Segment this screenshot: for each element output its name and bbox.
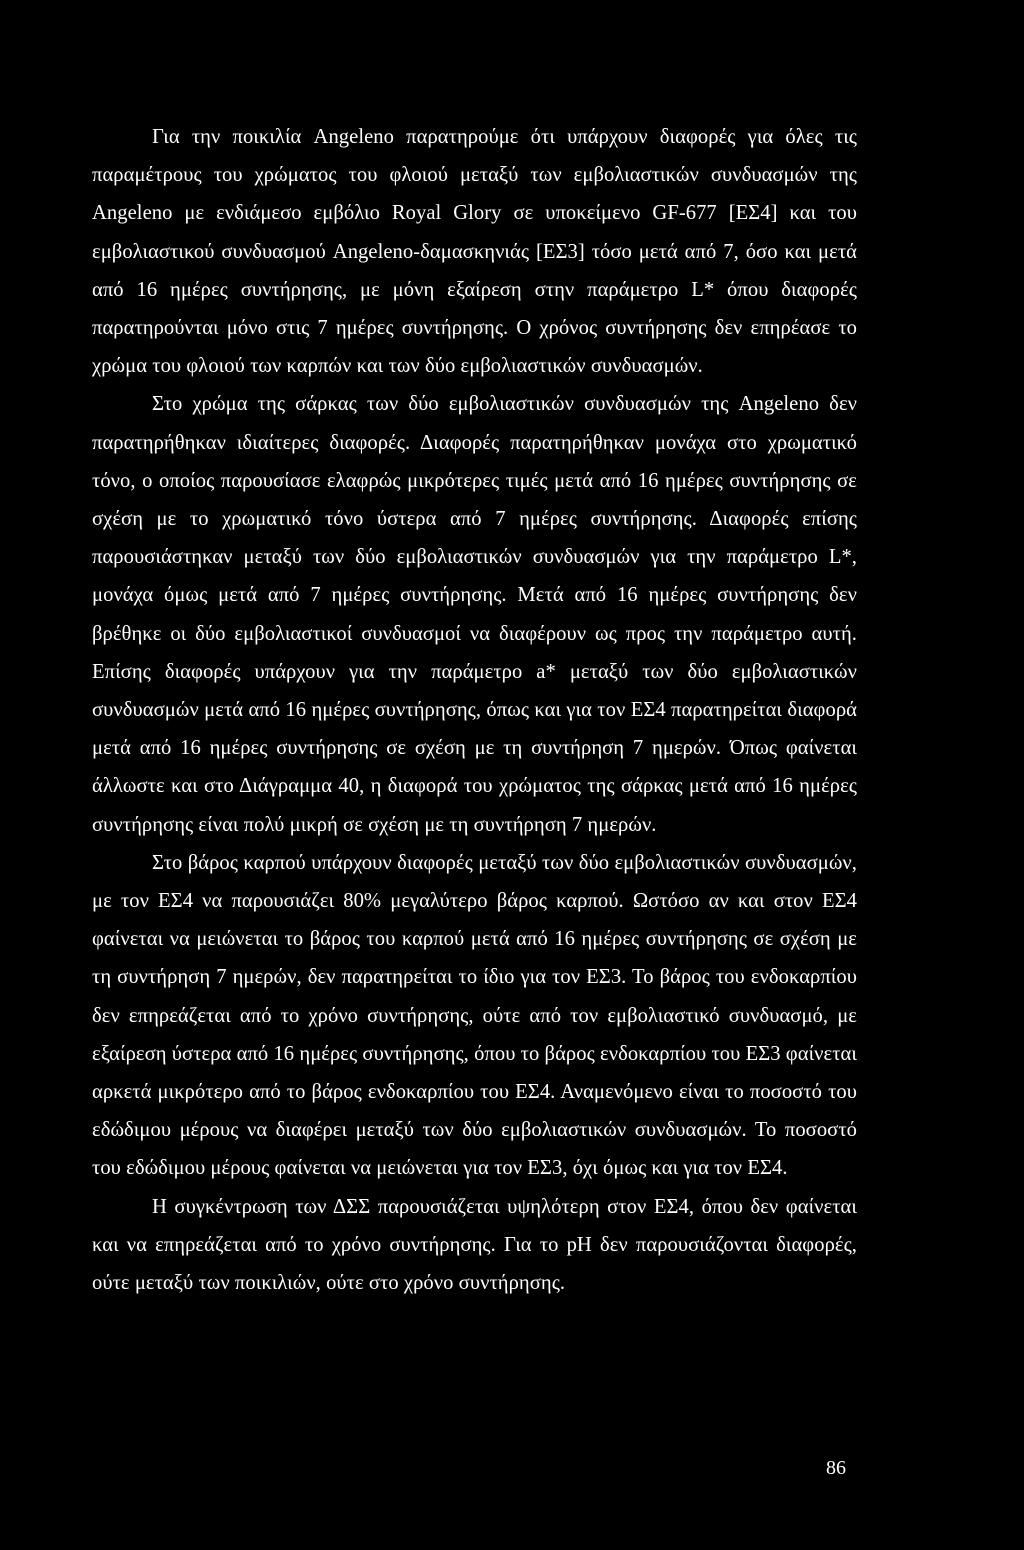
paragraph-fruit-weight: Στο βάρος καρπού υπάρχουν διαφορές μεταξύ των δύο εμβολιαστικών συνδυασμών, με τον ΕΣ4 να παρουσιάζει 80% μεγαλύτερο βάρος καρπού. Ωστόσο αν και στον ΕΣ4 φαίνεται να μειώνεται το βάρος του καρπού μετά από 16 ημέρες συντήρησης σε σχέση με τη συντήρηση 7 ημερών, δεν παρατηρείται το ίδιο για τον ΕΣ3. Το βάρος του ενδοκαρπίου δεν επηρεάζεται από το χρόνο συντήρησης, ούτε από τον εμβολιαστικό συνδυασμό, με εξαίρεση ύστερα από 16 ημέρες συντήρησης, όπου το βάρος ενδοκαρπίου του ΕΣ3 φαίνεται αρκετά μικρότερο από το βάρος ενδοκαρπίου του ΕΣ4. Αναμενόμενο είναι το ποσοστό του εδώδιμου μέρους να διαφέρει μεταξύ των δύο εμβολιαστικών συνδυασμών. Το ποσοστό του εδώδιμου μέρους φαίνεται να μειώνεται για τον ΕΣ3, όχι όμως και για τον ΕΣ4. — [92, 851, 857, 1180]
page-number: 86 — [826, 1457, 846, 1479]
paragraph-flesh-color: Στο χρώμα της σάρκας των δύο εμβολιαστικών συνδυασμών της Angeleno δεν παρατηρήθηκαν ιδιαίτερες διαφορές. Διαφορές παρατηρήθηκαν μονάχα στο χρωματικό τόνο, ο οποίος παρουσίασε ελαφρώς μικρότερες τιμές μετά από 16 ημέρες συντήρησης σε σχέση με το χρωματικό τόνο ύστερα από 7 ημέρες συντήρησης. Διαφορές επίσης παρουσιάστηκαν μεταξύ των δύο εμβολιαστικών συνδυασμών για την παράμετρο L*, μονάχα όμως μετά από 7 ημέρες συντήρησης. Μετά από 16 ημέρες συντήρησης δεν βρέθηκε οι δύο εμβολιαστικοί συνδυασμοί να διαφέρουν ως προς την παράμετρο αυτή. Επίσης διαφορές υπάρχουν για την παράμετρο a* μεταξύ των δύο εμβολιαστικών συνδυασμών μετά από 16 ημέρες συντήρησης, όπως και για τον ΕΣ4 παρατηρείται διαφορά μετά από 16 ημέρες συντήρησης σε σχέση με τη συντήρηση 7 ημερών. Όπως φαίνεται άλλωστε και στο Διάγραμμα 40, η διαφορά του χρώματος της σάρκας μετά από 16 ημέρες συντήρησης είναι πολύ μικρή σε σχέση με τη συντήρηση 7 ημερών. — [92, 393, 857, 836]
paragraph-tss-ph: Η συγκέντρωση των ΔΣΣ παρουσιάζεται υψηλότερη στον ΕΣ4, όπου δεν φαίνεται και να επηρεάζεται από το χρόνο συντήρησης. Για το pH δεν παρουσιάζονται διαφορές, ούτε μεταξύ των ποικιλιών, ούτε στο χρόνο συντήρησης. — [92, 1195, 857, 1295]
document-body — [92, 118, 857, 1302]
paragraph-skin-color: Για την ποικιλία Angeleno παρατηρούμε ότι υπάρχουν διαφορές για όλες τις παραμέτρους του χρώματος του φλοιού μεταξύ των εμβολιαστικών συνδυασμών της Angeleno με ενδιάμεσο εμβόλιο Royal Glory σε υποκείμενο GF-677 [ΕΣ4] και του εμβολιαστικού συνδυασμού Angeleno-δαμασκηνιάς [ΕΣ3] τόσο μετά από 7, όσο και μετά από 16 ημέρες συντήρησης, με μόνη εξαίρεση στην παράμετρο L* όπου διαφορές παρατηρούνται μόνο στις 7 ημέρες συντήρησης. Ο χρόνος συντήρησης δεν επηρέασε το χρώμα του φλοιού των καρπών και των δύο εμβολιαστικών συνδυασμών. — [92, 126, 857, 378]
